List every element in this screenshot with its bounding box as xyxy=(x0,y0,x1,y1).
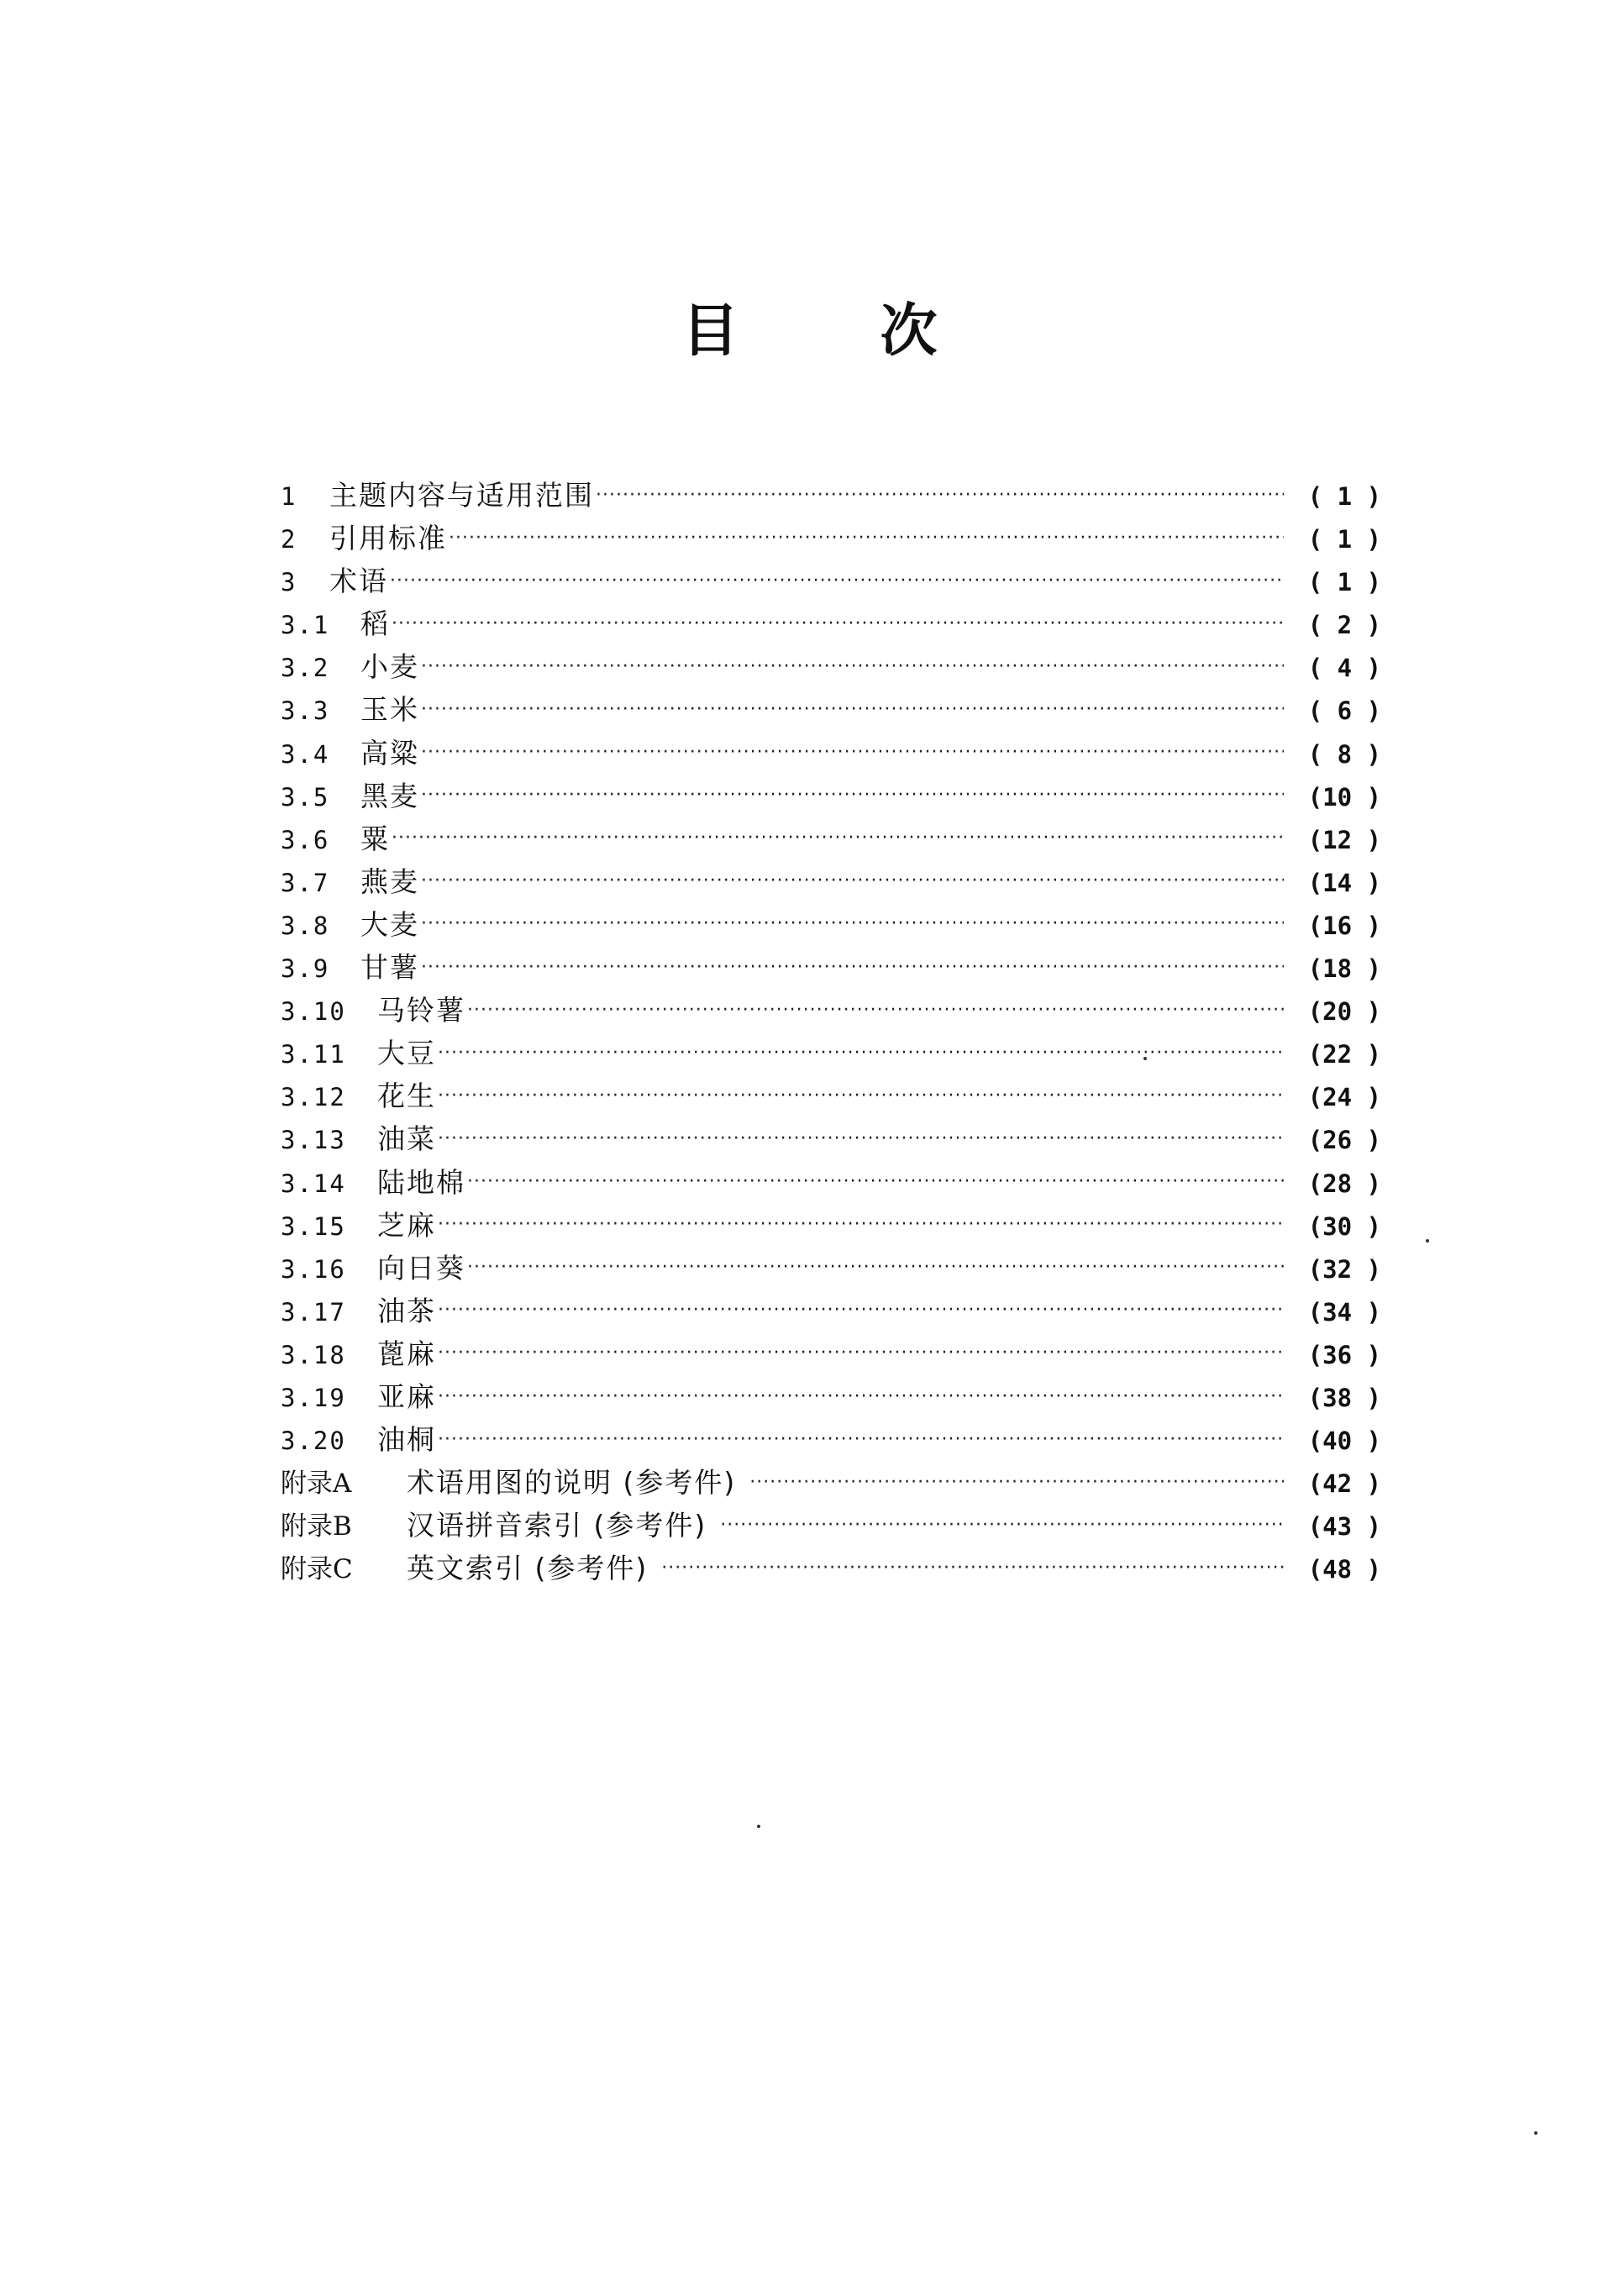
toc-entry-page-number: (22 ) xyxy=(1307,1040,1381,1069)
toc-entry-label: 陆地棉 xyxy=(377,1165,465,1199)
toc-entry-number: 3.20 xyxy=(281,1426,346,1456)
toc-entry[interactable] xyxy=(281,602,1381,645)
toc-entry[interactable] xyxy=(281,1247,1381,1290)
toc-entry-number: 3.4 xyxy=(281,739,330,769)
toc-entry-page-number: (32 ) xyxy=(1307,1254,1381,1284)
toc-entry-number: 3.2 xyxy=(281,654,330,683)
toc-entry-number: 2 xyxy=(281,525,297,554)
toc-entry-page-number: ( 6 ) xyxy=(1307,696,1381,726)
toc-entry[interactable] xyxy=(281,1032,1381,1074)
toc-entry-label: 油茶 xyxy=(377,1294,436,1327)
toc-entry-number: 3.12 xyxy=(281,1083,346,1112)
toc-entry-page-number: (40 ) xyxy=(1307,1426,1381,1456)
toc-entry-label: 小麦 xyxy=(360,650,419,684)
toc-entry-label: 甘薯 xyxy=(360,951,419,985)
toc-dot-leader xyxy=(392,829,1284,848)
toc-entry-number: 1 xyxy=(281,482,297,511)
toc-dot-leader xyxy=(467,1258,1284,1277)
toc-dot-leader xyxy=(438,1130,1284,1148)
toc-entry-label: 主题内容与适用范围 xyxy=(329,479,594,512)
toc-entry-page-number: (28 ) xyxy=(1307,1169,1381,1198)
toc-entry-label: 玉米 xyxy=(360,693,419,727)
toc-entry-number: 3 xyxy=(281,568,297,597)
toc-entry-page-number: ( 1 ) xyxy=(1307,568,1381,597)
toc-dot-leader xyxy=(438,1044,1284,1063)
toc-entry[interactable] xyxy=(281,1161,1381,1204)
toc-entry[interactable] xyxy=(281,732,1381,775)
toc-dot-leader xyxy=(421,786,1284,805)
toc-entry[interactable] xyxy=(281,1547,1381,1589)
toc-entry-number: 3.18 xyxy=(281,1340,346,1369)
toc-entry[interactable] xyxy=(281,989,1381,1032)
toc-dot-leader xyxy=(421,959,1284,977)
toc-entry-label: 马铃薯 xyxy=(377,994,465,1027)
toc-dot-leader xyxy=(438,1216,1284,1234)
toc-entry-label: 亚麻 xyxy=(377,1379,436,1413)
toc-dot-leader xyxy=(749,1474,1284,1492)
toc-entry-number: 附录C xyxy=(281,1554,353,1585)
toc-dot-leader xyxy=(438,1388,1284,1406)
toc-dot-leader xyxy=(438,1087,1284,1106)
toc-entry[interactable] xyxy=(281,517,1381,560)
toc-entry-number: 3.19 xyxy=(281,1383,346,1412)
toc-dot-leader xyxy=(421,872,1284,891)
toc-dot-leader xyxy=(392,615,1284,633)
toc-entry-number: 附录B xyxy=(281,1511,352,1542)
page-title-char-1: 目 xyxy=(681,298,739,365)
scan-speck xyxy=(1143,1057,1147,1060)
scan-speck xyxy=(757,1825,760,1828)
toc-entry-number: 3.17 xyxy=(281,1297,346,1327)
toc-entry-label: 英文索引 (参考件) xyxy=(407,1552,649,1585)
toc-entry[interactable] xyxy=(281,775,1381,817)
toc-entry-number: 3.10 xyxy=(281,997,346,1027)
toc-entry[interactable] xyxy=(281,1117,1381,1160)
toc-entry[interactable] xyxy=(281,1332,1381,1375)
toc-entry-number: 3.5 xyxy=(281,782,330,812)
toc-entry[interactable] xyxy=(281,1461,1381,1504)
toc-dot-leader xyxy=(421,743,1284,762)
toc-entry[interactable] xyxy=(281,1074,1381,1117)
toc-entry-label: 术语 xyxy=(329,565,388,598)
toc-entry-label: 芝麻 xyxy=(377,1208,436,1242)
toc-dot-leader xyxy=(438,1431,1284,1449)
toc-entry-label: 黑麦 xyxy=(360,779,419,812)
toc-dot-leader xyxy=(467,1001,1284,1020)
toc-dot-leader xyxy=(661,1559,1284,1578)
toc-entry-page-number: (14 ) xyxy=(1307,868,1381,897)
toc-entry-page-number: (36 ) xyxy=(1307,1340,1381,1369)
toc-entry[interactable] xyxy=(281,817,1381,860)
toc-entry[interactable] xyxy=(281,946,1381,989)
toc-entry-number: 3.13 xyxy=(281,1126,346,1155)
toc-dot-leader xyxy=(438,1301,1284,1320)
toc-entry-number: 3.6 xyxy=(281,825,330,854)
toc-entry-page-number: ( 4 ) xyxy=(1307,654,1381,683)
toc-entry-label: 燕麦 xyxy=(360,864,419,898)
table-of-contents xyxy=(281,474,1381,1589)
toc-entry-number: 3.9 xyxy=(281,954,330,984)
toc-entry[interactable] xyxy=(281,903,1381,946)
toc-dot-leader xyxy=(421,701,1284,719)
toc-entry[interactable] xyxy=(281,560,1381,602)
toc-entry-page-number: (42 ) xyxy=(1307,1469,1381,1499)
toc-entry-label: 大麦 xyxy=(360,907,419,941)
toc-entry-label: 术语用图的说明 (参考件) xyxy=(407,1466,737,1500)
toc-entry[interactable] xyxy=(281,688,1381,731)
toc-entry-label: 大豆 xyxy=(377,1037,436,1070)
toc-entry-label: 汉语拼音索引 (参考件) xyxy=(407,1509,707,1542)
toc-entry-page-number: (34 ) xyxy=(1307,1297,1381,1327)
toc-entry-page-number: ( 8 ) xyxy=(1307,739,1381,769)
toc-entry-page-number: (43 ) xyxy=(1307,1512,1381,1542)
page-title-char-2: 次 xyxy=(880,298,938,365)
toc-entry-number: 3.3 xyxy=(281,696,330,726)
toc-entry-label: 蓖麻 xyxy=(377,1337,436,1370)
toc-entry-label: 稻 xyxy=(360,607,390,641)
toc-entry[interactable] xyxy=(281,645,1381,688)
toc-entry[interactable] xyxy=(281,1204,1381,1247)
toc-entry-label: 花生 xyxy=(377,1080,436,1113)
toc-entry-label: 高粱 xyxy=(360,736,419,770)
toc-entry-number: 3.8 xyxy=(281,911,330,940)
toc-entry[interactable] xyxy=(281,860,1381,903)
toc-entry-page-number: (24 ) xyxy=(1307,1083,1381,1112)
scan-speck xyxy=(1534,2131,1538,2135)
toc-entry-page-number: ( 1 ) xyxy=(1307,525,1381,554)
toc-dot-leader xyxy=(596,486,1284,505)
toc-entry-label: 油菜 xyxy=(377,1122,436,1156)
toc-entry-number: 3.14 xyxy=(281,1169,346,1198)
toc-entry-page-number: (26 ) xyxy=(1307,1126,1381,1155)
toc-dot-leader xyxy=(390,572,1284,591)
toc-entry[interactable] xyxy=(281,474,1381,517)
toc-dot-leader xyxy=(449,529,1284,548)
toc-entry-label: 引用标准 xyxy=(329,522,447,555)
toc-entry-page-number: (20 ) xyxy=(1307,997,1381,1027)
toc-entry-page-number: (10 ) xyxy=(1307,782,1381,812)
page-title xyxy=(0,286,1619,367)
toc-entry-page-number: ( 1 ) xyxy=(1307,482,1381,511)
toc-entry-number: 3.1 xyxy=(281,611,330,640)
toc-entry-label: 向日葵 xyxy=(377,1251,465,1285)
toc-entry-label: 粟 xyxy=(360,822,390,855)
toc-entry-number: 附录A xyxy=(281,1468,352,1500)
toc-dot-leader xyxy=(467,1173,1284,1191)
toc-dot-leader xyxy=(421,658,1284,676)
scan-speck xyxy=(1426,1239,1429,1243)
toc-entry-number: 3.15 xyxy=(281,1211,346,1241)
toc-entry-page-number: (18 ) xyxy=(1307,954,1381,984)
toc-entry-page-number: (16 ) xyxy=(1307,911,1381,940)
toc-entry-label: 油桐 xyxy=(377,1423,436,1457)
toc-entry-page-number: (30 ) xyxy=(1307,1211,1381,1241)
toc-dot-leader xyxy=(421,915,1284,933)
toc-entry-number: 3.11 xyxy=(281,1040,346,1069)
toc-entry[interactable] xyxy=(281,1375,1381,1418)
toc-entry[interactable] xyxy=(281,1418,1381,1461)
toc-dot-leader xyxy=(720,1516,1284,1535)
toc-entry[interactable] xyxy=(281,1504,1381,1547)
toc-entry-page-number: (12 ) xyxy=(1307,825,1381,854)
toc-entry-number: 3.7 xyxy=(281,868,330,897)
toc-entry-number: 3.16 xyxy=(281,1254,346,1284)
toc-entry-page-number: ( 2 ) xyxy=(1307,611,1381,640)
toc-entry[interactable] xyxy=(281,1290,1381,1332)
toc-entry-page-number: (38 ) xyxy=(1307,1383,1381,1412)
toc-dot-leader xyxy=(438,1344,1284,1363)
toc-entry-page-number: (48 ) xyxy=(1307,1555,1381,1584)
